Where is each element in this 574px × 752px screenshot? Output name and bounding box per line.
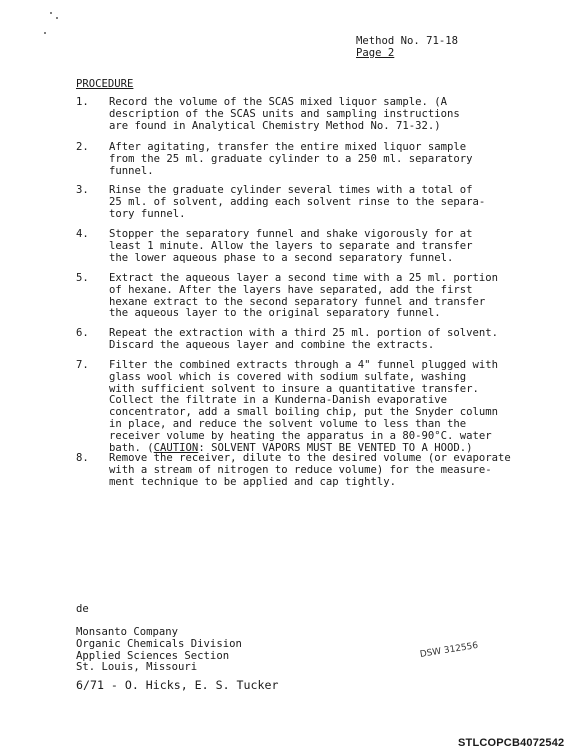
procedure-step-4 bbox=[76, 229, 546, 264]
typist-initials: de bbox=[76, 603, 89, 615]
procedure-step-7 bbox=[76, 360, 546, 454]
address-line: Applied Sciences Section bbox=[76, 649, 230, 662]
procedure-step-3 bbox=[76, 185, 546, 220]
company-address bbox=[76, 627, 242, 674]
method-number: Method No. 71-18 bbox=[356, 35, 459, 47]
procedure-heading: PROCEDURE bbox=[76, 78, 134, 90]
step-number: 2. bbox=[76, 141, 89, 153]
procedure-step-1 bbox=[76, 97, 546, 132]
step-number: 1. bbox=[76, 96, 89, 108]
address-line: Monsanto Company bbox=[76, 626, 179, 638]
caution-text: : SOLVENT VAPORS MUST BE VENTED TO A HOOD.) bbox=[198, 441, 473, 454]
document-id: STLCOPCB4072542 bbox=[458, 737, 565, 749]
authors-line: 6/71 - O. Hicks, E. S. Tucker bbox=[76, 678, 279, 692]
step-number: 7. bbox=[76, 359, 89, 371]
step-text: Repeat the extraction with a third 25 ml. portion of solvent. Discard the aqueous layer and combine the extracts. bbox=[109, 327, 499, 351]
method-header bbox=[356, 36, 458, 60]
step-text: Stopper the separatory funnel and shake vigorously for at least 1 minute. Allow the layers to separate and transfer the lower aqueous phase to a second separatory funnel. bbox=[109, 228, 473, 264]
bates-stamp: DSW 312556 bbox=[419, 640, 479, 660]
scan-speck bbox=[44, 32, 46, 34]
step-text bbox=[109, 360, 546, 454]
caution-label: CAUTION bbox=[153, 441, 199, 454]
scan-speck bbox=[50, 12, 52, 14]
step-number: 4. bbox=[76, 228, 89, 240]
step-number: 5. bbox=[76, 272, 89, 284]
step-number: 8. bbox=[76, 452, 89, 464]
step-text: After agitating, transfer the entire mixed liquor sample from the 25 ml. graduate cylinder to a 250 ml. separatory funnel. bbox=[109, 141, 473, 177]
procedure-step-8 bbox=[76, 453, 546, 488]
step-text: Remove the receiver, dilute to the desired volume (or evaporate with a stream of nitrogen to reduce volume) for the measure- ment technique to be applied and cap tightly. bbox=[109, 452, 511, 488]
page-number: Page 2 bbox=[356, 46, 395, 59]
address-line: Organic Chemicals Division bbox=[76, 637, 242, 650]
procedure-step-6 bbox=[76, 328, 546, 352]
step-number: 6. bbox=[76, 327, 89, 339]
address-line: St. Louis, Missouri bbox=[76, 661, 198, 674]
step-text: Extract the aqueous layer a second time with a 25 ml. portion of hexane. After the layers have separated, add the first hexane extract to the second separatory funnel and transfer the aqueous layer to the original separatory funnel. bbox=[109, 272, 499, 320]
scan-speck bbox=[56, 17, 58, 19]
step-body: Filter the combined extracts through a 4" funnel plugged with glass wool which is covered with sodium sulfate, washing with sufficient solvent to insure a quantitative transfer. Collect the filtrate in a Kunderna-Danish evaporative concentrator, add a small boiling chip, put the Snyder column in place, and reduce the solvent volume to less than the receiver volume by heating the apparatus in a 80-90°C. water bath. ( bbox=[109, 359, 499, 454]
step-text: Record the volume of the SCAS mixed liquor sample. (A description of the SCAS units and sampling instructions are found in Analytical Chemistry Method No. 71-32.) bbox=[109, 96, 460, 132]
procedure-step-5 bbox=[76, 273, 546, 320]
step-number: 3. bbox=[76, 184, 89, 196]
procedure-step-2 bbox=[76, 142, 546, 177]
step-text: Rinse the graduate cylinder several times with a total of 25 ml. of solvent, adding each solvent rinse to the separa- tory funnel. bbox=[109, 184, 486, 220]
